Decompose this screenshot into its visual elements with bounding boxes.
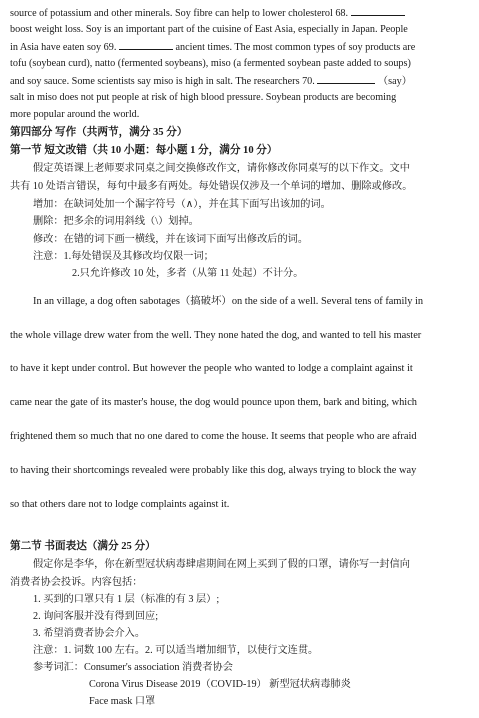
section2-intro-2: 消费者协会投诉。内容包括： bbox=[10, 577, 143, 588]
reading-line-2: boost weight loss. Soy is an important part of the cuisine of East Asia, especially in Japan. People bbox=[10, 24, 408, 35]
answer-blank-68[interactable] bbox=[351, 6, 405, 16]
rule-modify: 修改：在错的词下画一横线，并在该词下面写出修改后的词。 bbox=[33, 234, 309, 245]
vocab-item: Consumer's association 消费者协会 bbox=[83, 662, 233, 673]
reading-line-3 bbox=[10, 40, 472, 54]
reading-text: in Asia have eaten soy 69. bbox=[10, 42, 117, 53]
rule-delete: 删除：把多余的词用斜线（\）划掉。 bbox=[33, 216, 199, 227]
reading-line-1 bbox=[10, 6, 472, 20]
vocab-line-3: Face mask 口罩 bbox=[89, 696, 156, 707]
requirement-3: 3. 希望消费者协会介入。 bbox=[33, 628, 146, 639]
part4-title: 第四部分 写作（共两节，满分 35 分） bbox=[10, 127, 188, 138]
answer-blank-70[interactable] bbox=[317, 74, 375, 84]
passage-line-3: to have it kept under control. But however the people who wanted to lodge a complaint against it bbox=[10, 363, 413, 374]
passage-line-7: so that others dare not to lodge complaints against it. bbox=[10, 499, 230, 510]
reading-line-7: more popular around the world. bbox=[10, 109, 140, 120]
requirement-2: 2. 询问客服并没有得到回应; bbox=[33, 611, 159, 622]
reading-text: ancient times. The most common types of soy products are bbox=[175, 42, 416, 53]
rule-add: 增加：在缺词处加一个漏字符号（∧），并在其下面写出该加的词。 bbox=[33, 199, 331, 210]
note-2: 2.只允许修改 10 处，多者（从第 11 处起）不计分。 bbox=[72, 268, 304, 279]
verb-hint: （say） bbox=[377, 76, 412, 87]
writing-note: 注意：1. 词数 100 左右。2. 可以适当增加细节，以使行文连贯。 bbox=[33, 645, 319, 656]
section2-title: 第二节 书面表达（满分 25 分） bbox=[10, 541, 156, 552]
vocab-line-1 bbox=[33, 661, 479, 674]
passage-line-1: In an village, a dog often sabotages（搞破坏）on the side of a well. Several tens of family in bbox=[33, 296, 424, 307]
reading-line-5 bbox=[10, 74, 472, 88]
reading-line-4: tofu (soybean curd), natto (fermented soybeans), miso (a fermented soybean paste added to soups) bbox=[10, 58, 411, 69]
section1-title: 第一节 短文改错（共 10 小题：每小题 1 分，满分 10 分） bbox=[10, 145, 278, 156]
passage-line-4: came near the gate of its master's house, the dog would pounce upon them, bark and biting, which bbox=[10, 397, 418, 408]
passage-line-5: frightened them so much that no one dared to come the house. It seems that people who are afraid bbox=[10, 431, 417, 442]
reading-text: and soy sauce. Some scientists say miso is high in salt. The researchers 70. bbox=[10, 76, 315, 87]
section1-intro-1: 假定英语课上老师要求同桌之间交换修改作文，请你修改你同桌写的以下作文。文中 bbox=[33, 163, 410, 174]
requirement-1: 1. 买到的口罩只有 1 层（标准的有 3 层）; bbox=[33, 594, 220, 605]
vocab-line-2: Corona Virus Disease 2019（COVID-19） 新型冠状病毒肺炎 bbox=[89, 679, 351, 690]
passage-line-2: the whole village drew water from the well. They none hated the dog, and wanted to tell his master bbox=[10, 330, 422, 341]
answer-blank-69[interactable] bbox=[119, 40, 173, 50]
reading-line-6: salt in miso does not put people at risk of high blood pressure. Soybean products are becoming bbox=[10, 92, 397, 103]
section1-intro-2: 共有 10 处语言错误，每句中最多有两处。每处错误仅涉及一个单词的增加、删除或修改。 bbox=[10, 181, 413, 192]
passage-line-6: to having their shortcomings revealed were probably like this dog, always trying to block the way bbox=[10, 465, 417, 476]
note-1: 注意：1.每处错误及其修改均仅限一词； bbox=[33, 251, 214, 262]
reading-text: source of potassium and other minerals. Soy fibre can help to lower cholesterol 68. bbox=[10, 8, 349, 19]
section2-intro-1: 假定你是李华，你在新型冠状病毒肆虐期间在网上买到了假的口罩，请你写一封信向 bbox=[33, 559, 410, 570]
vocab-label: 参考词汇： bbox=[33, 662, 84, 673]
